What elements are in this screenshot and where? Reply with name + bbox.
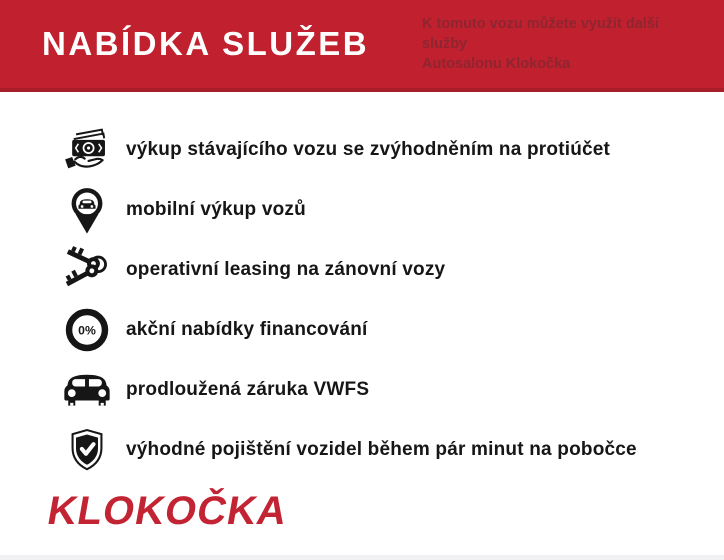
zero-percent-icon — [58, 307, 116, 353]
bottom-edge-strip — [0, 555, 724, 560]
car-icon — [58, 370, 116, 410]
service-item-leasing — [58, 240, 704, 300]
header-subtitle-line1: K tomuto vozu můžete využít další služby — [422, 16, 659, 52]
header-subtitle-line2: Autosalonu Klokočka — [422, 56, 571, 72]
service-item-financing — [58, 300, 704, 360]
cash-in-hand-icon — [58, 125, 116, 175]
services-list — [58, 120, 704, 480]
shield-check-icon — [58, 427, 116, 473]
service-label: výkup stávajícího vozu se zvýhodněním na protiúčet — [126, 139, 611, 160]
car-keys-icon — [58, 245, 116, 295]
service-item-trade-in — [58, 120, 704, 180]
service-item-warranty — [58, 360, 704, 420]
klokocka-logo: KLOKOČKA — [44, 489, 292, 533]
header-subtitle — [422, 14, 690, 74]
service-label: mobilní výkup vozů — [126, 199, 306, 220]
map-pin-car-icon — [58, 182, 116, 238]
zero-percent-label: 0% — [78, 323, 96, 338]
service-label: operativní leasing na zánovní vozy — [126, 259, 446, 280]
service-item-mobile-buyout — [58, 180, 704, 240]
service-label: prodloužená záruka VWFS — [126, 379, 370, 400]
service-item-insurance — [58, 420, 704, 480]
page-title: NABÍDKA SLUŽEB — [42, 25, 370, 62]
service-label: akční nabídky financování — [126, 319, 368, 340]
service-label: výhodné pojištění vozidel během pár minut na pobočce — [126, 439, 637, 460]
header-banner — [0, 0, 724, 92]
